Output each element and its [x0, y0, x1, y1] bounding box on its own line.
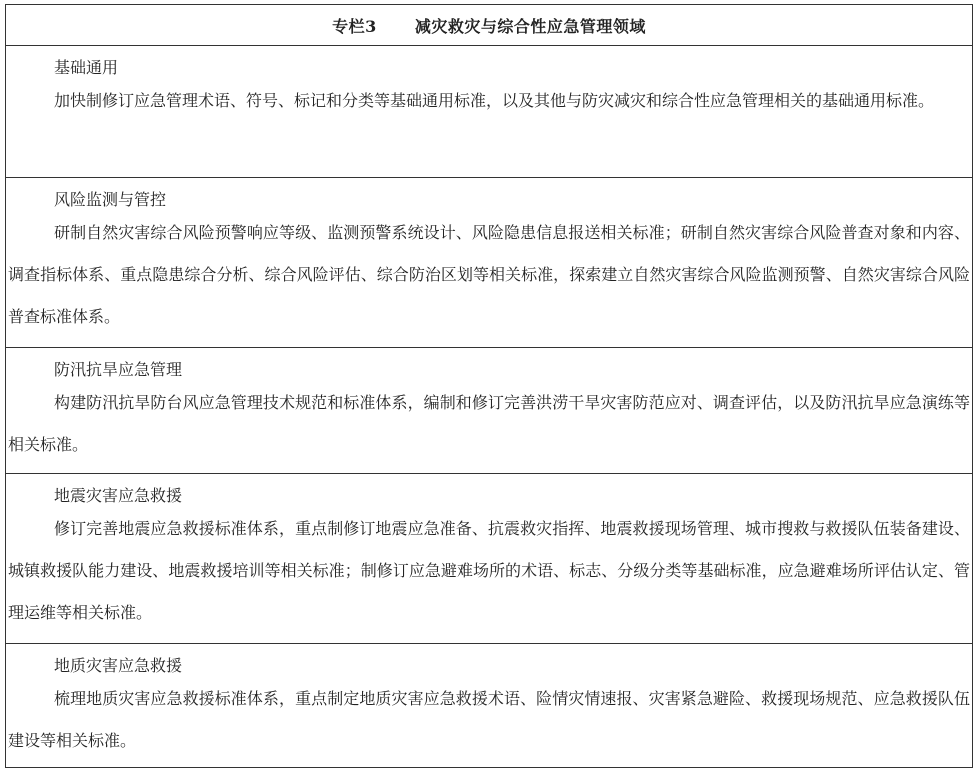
section-geological-rescue: [6, 644, 972, 768]
section-heading: 地震灾害应急救援: [54, 486, 183, 505]
section-body: 研制自然灾害综合风险预警响应等级、监测预警系统设计、风险隐患信息报送相关标准；研制自然灾害综合风险普查对象和内容、调查指标体系、重点隐患综合分析、综合风险评估、综合防治区划等相关标准，探索建立自然灾害综合风险监测预警、自然灾害综合风险普查标准体系。: [8, 223, 970, 326]
section-earthquake-rescue: [6, 474, 972, 644]
section-body: 梳理地质灾害应急救援标准体系，重点制定地质灾害应急救援术语、险情灾情速报、灾害紧急避险、救援现场规范、应急救援队伍建设等相关标准。: [8, 689, 970, 750]
section-risk-monitoring: [6, 178, 972, 348]
column-number: 专栏3: [332, 16, 377, 36]
column-title: 减灾救灾与综合性应急管理领域: [414, 16, 646, 36]
section-heading: 地质灾害应急救援: [54, 656, 183, 675]
section-heading: 基础通用: [54, 58, 119, 77]
standards-table: [5, 4, 973, 768]
section-basic-general: [6, 46, 972, 178]
table-title: [6, 5, 972, 46]
section-body: 加快制修订应急管理术语、符号、标记和分类等基础通用标准，以及其他与防灾减灾和综合性应急管理相关的基础通用标准。: [54, 91, 935, 110]
section-flood-drought: [6, 348, 972, 474]
section-heading: 防汛抗旱应急管理: [54, 360, 183, 379]
section-body: 修订完善地震应急救援标准体系，重点制修订地震应急准备、抗震救灾指挥、地震救援现场管理、城市搜救与救援队伍装备建设、城镇救援队能力建设、地震救援培训等相关标准；制修订应急避难场所的术语、标志、分级分类等基础标准，应急避难场所评估认定、管理运维等相关标准。: [8, 519, 970, 622]
section-heading: 风险监测与管控: [54, 190, 167, 209]
section-body: 构建防汛抗旱防台风应急管理技术规范和标准体系，编制和修订完善洪涝干旱灾害防范应对、调查评估，以及防汛抗旱应急演练等相关标准。: [8, 393, 970, 454]
